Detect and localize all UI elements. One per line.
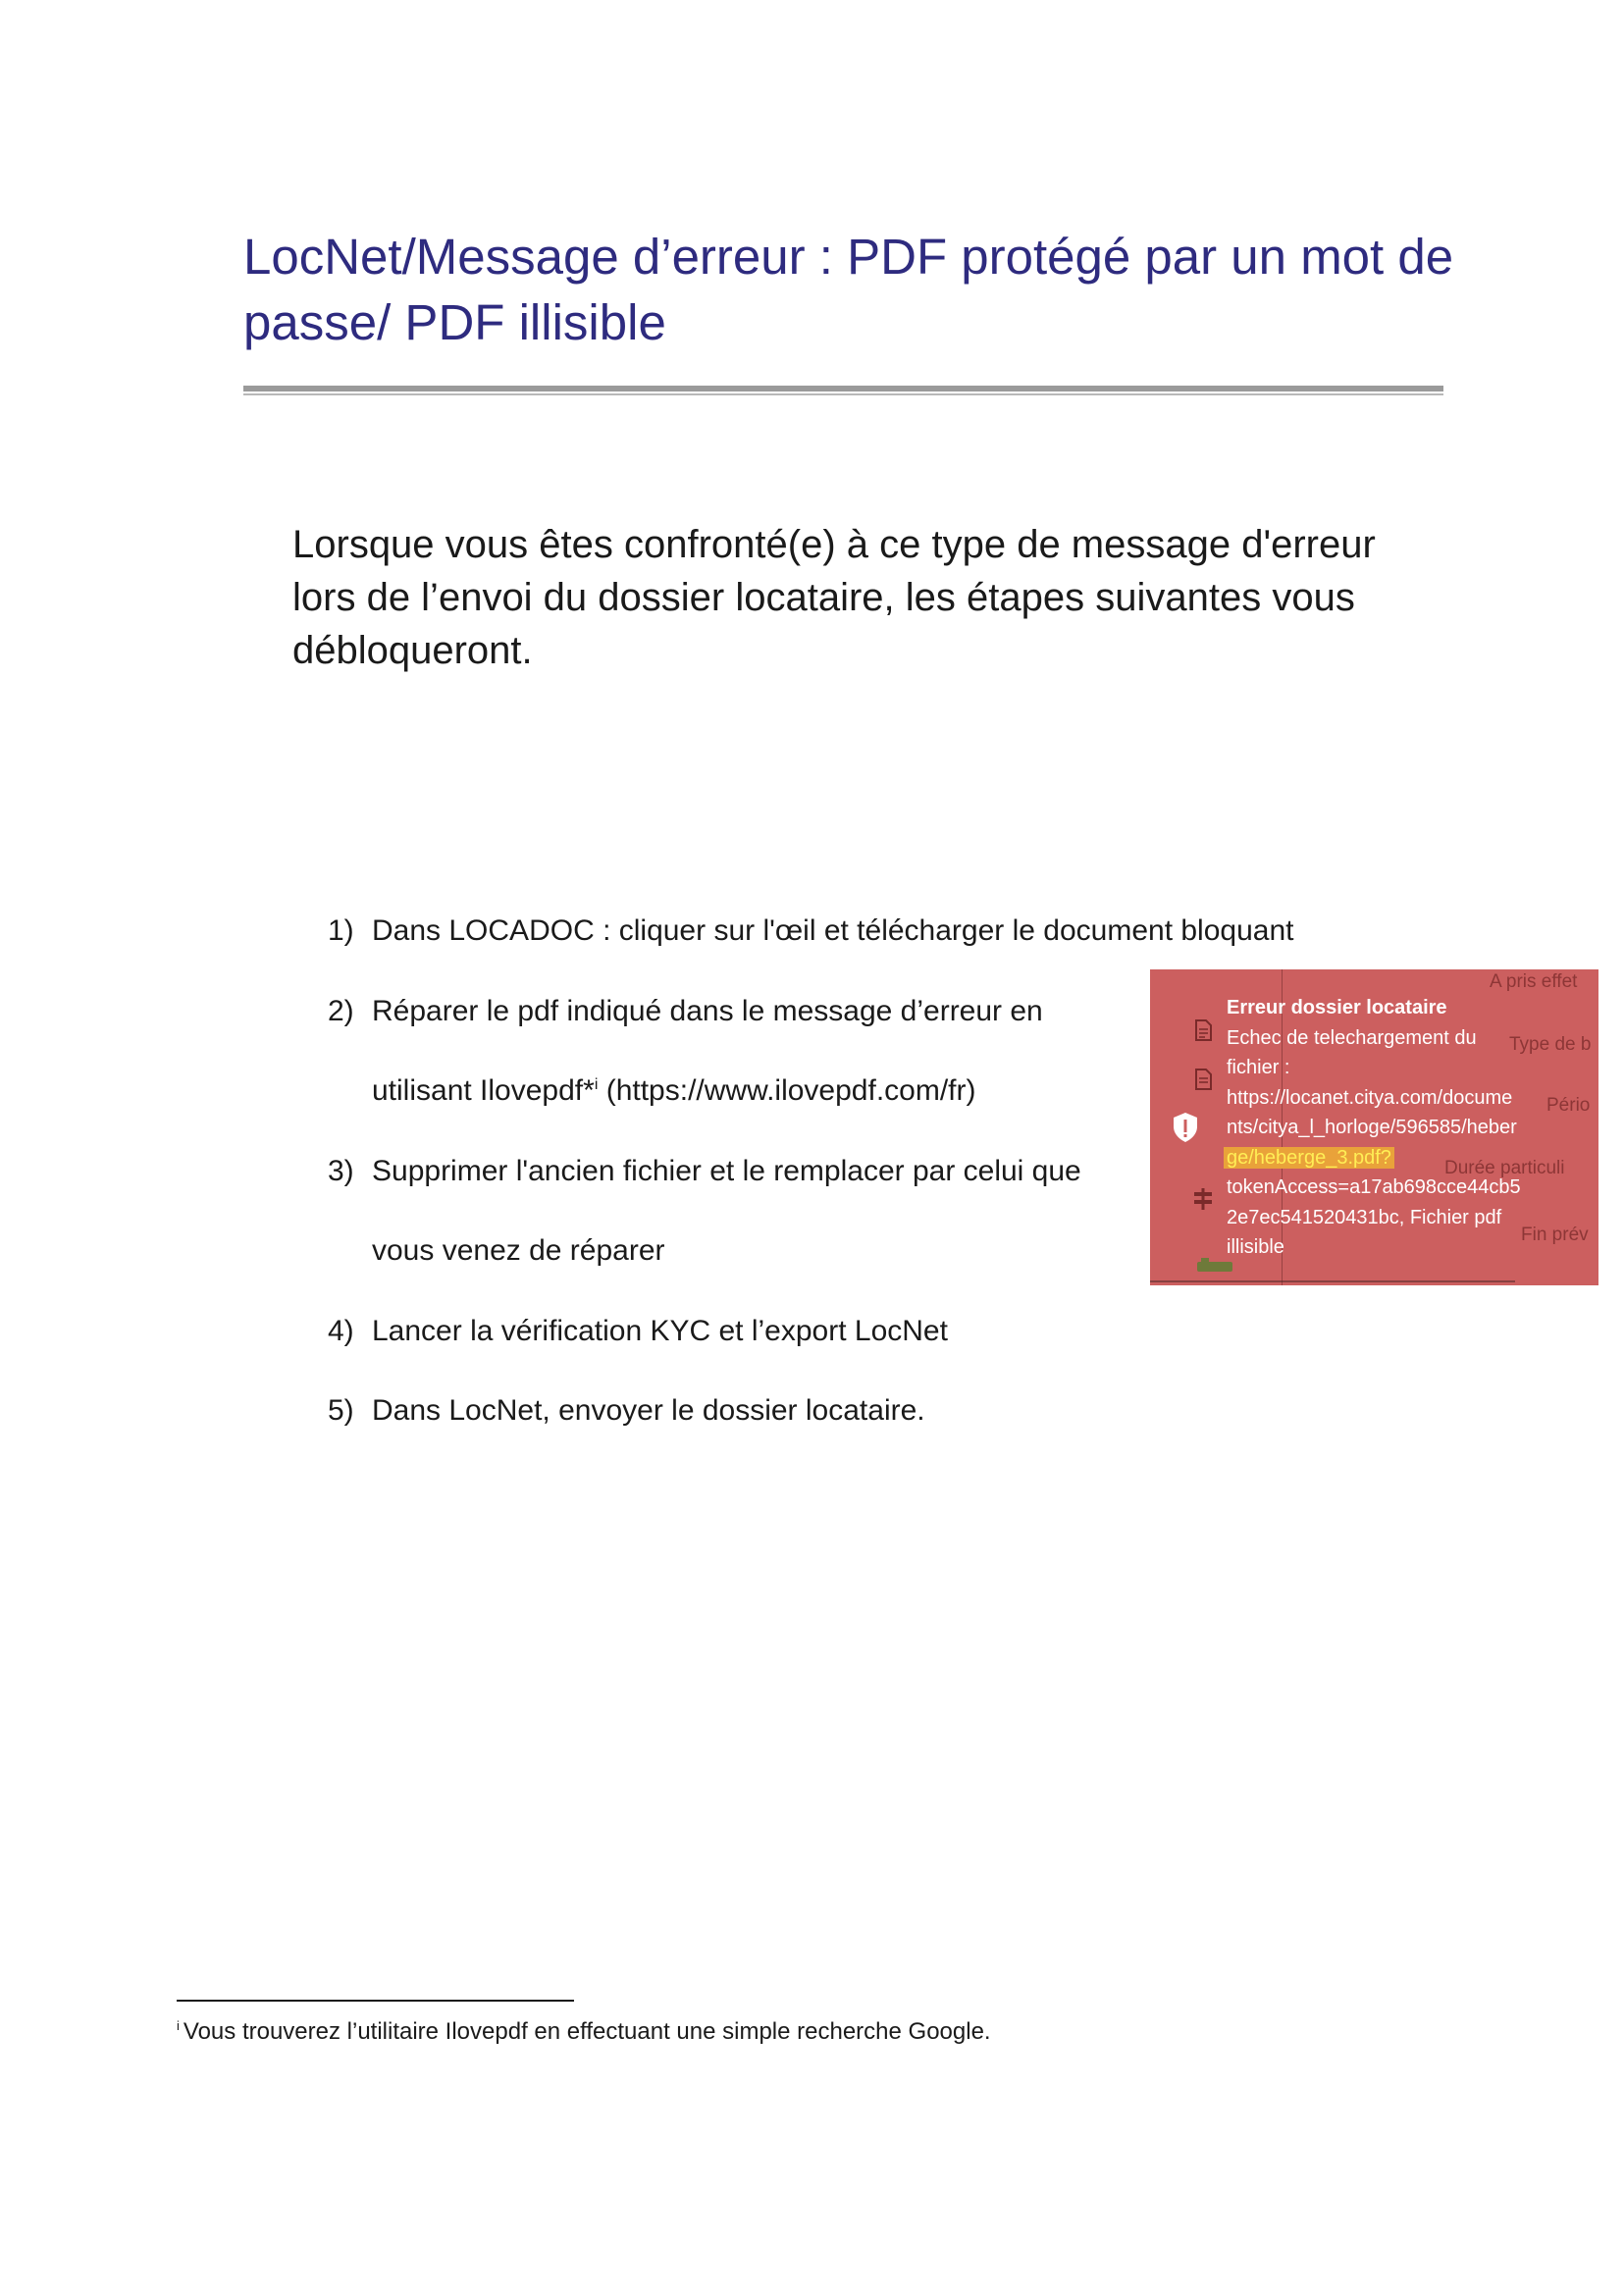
error-line: Echec de telechargement du	[1227, 1026, 1477, 1049]
list-item	[328, 891, 1407, 971]
error-message	[1227, 993, 1590, 1263]
error-line: fichier :	[1227, 1057, 1290, 1078]
page-title: LocNet/Message d’erreur : PDF protégé par un mot de passe/ PDF illisible	[243, 229, 1454, 350]
step-number: 2)	[328, 994, 354, 1027]
step-text: Lancer la vérification KYC et l’export LocNet	[372, 1314, 948, 1347]
signpost-icon	[1191, 1187, 1215, 1211]
footnote	[177, 2017, 991, 2047]
error-line: https://locanet.citya.com/docume	[1227, 1086, 1513, 1109]
list-item	[328, 1131, 1098, 1291]
title-divider	[243, 386, 1443, 395]
error-line-highlighted	[1227, 1143, 1590, 1174]
step-number: 5)	[328, 1394, 354, 1427]
error-line: 2e7ec541520431bc, Fichier pdf	[1227, 1206, 1502, 1228]
step-number: 4)	[328, 1314, 354, 1347]
footnote-mark: i	[177, 2018, 180, 2033]
list-item	[328, 1291, 1407, 1372]
background-label: A pris effet	[1490, 971, 1578, 992]
step-number: 1)	[328, 914, 354, 947]
footnote-divider	[177, 2000, 574, 2002]
document-icon	[1191, 1018, 1215, 1042]
screenshot-baseline	[1150, 1280, 1515, 1282]
error-line: nts/citya_l_horloge/596585/heber	[1227, 1117, 1517, 1138]
error-title: Erreur dossier locataire	[1227, 997, 1447, 1018]
highlighted-path: ge/heberge_3.pdf?	[1224, 1147, 1394, 1169]
step-text	[372, 995, 1043, 1108]
footnote-text: Vous trouverez l’utilitaire Ilovepdf en effectuant une simple recherche Google.	[183, 2018, 991, 2045]
footnote-reference[interactable]: i	[594, 1076, 599, 1093]
background-label: Fin prév	[1521, 1225, 1589, 1245]
step-text-main: Réparer le pdf indiqué dans le message d’erreur en utilisant Ilovepdf*	[372, 994, 1043, 1107]
background-label: Type de b	[1509, 1034, 1592, 1055]
background-label: Durée particuli	[1444, 1158, 1565, 1178]
step-text: Dans LocNet, envoyer le dossier locataire.	[372, 1394, 925, 1427]
shield-alert-icon	[1172, 1112, 1199, 1143]
error-line: illisible	[1227, 1236, 1284, 1258]
background-label: Pério	[1546, 1095, 1591, 1116]
step-text: Dans LOCADOC : cliquer sur l'œil et télécharger le document bloquant	[372, 914, 1294, 947]
list-item	[328, 1371, 1407, 1451]
step-link-text: (https://www.ilovepdf.com/fr)	[598, 1074, 976, 1107]
intro-paragraph: Lorsque vous êtes confronté(e) à ce type de message d'erreur lors de l’envoi du dossier locataire, les étapes suivantes vous débloqueront.	[292, 523, 1376, 672]
error-message-screenshot	[1150, 969, 1598, 1285]
step-text: Supprimer l'ancien fichier et le remplacer par celui que vous venez de réparer	[372, 1154, 1081, 1267]
list-item	[328, 971, 1098, 1131]
step-number: 3)	[328, 1154, 354, 1187]
document-icon	[1191, 1068, 1215, 1091]
error-line: tokenAccess=a17ab698cce44cb5	[1227, 1176, 1521, 1198]
